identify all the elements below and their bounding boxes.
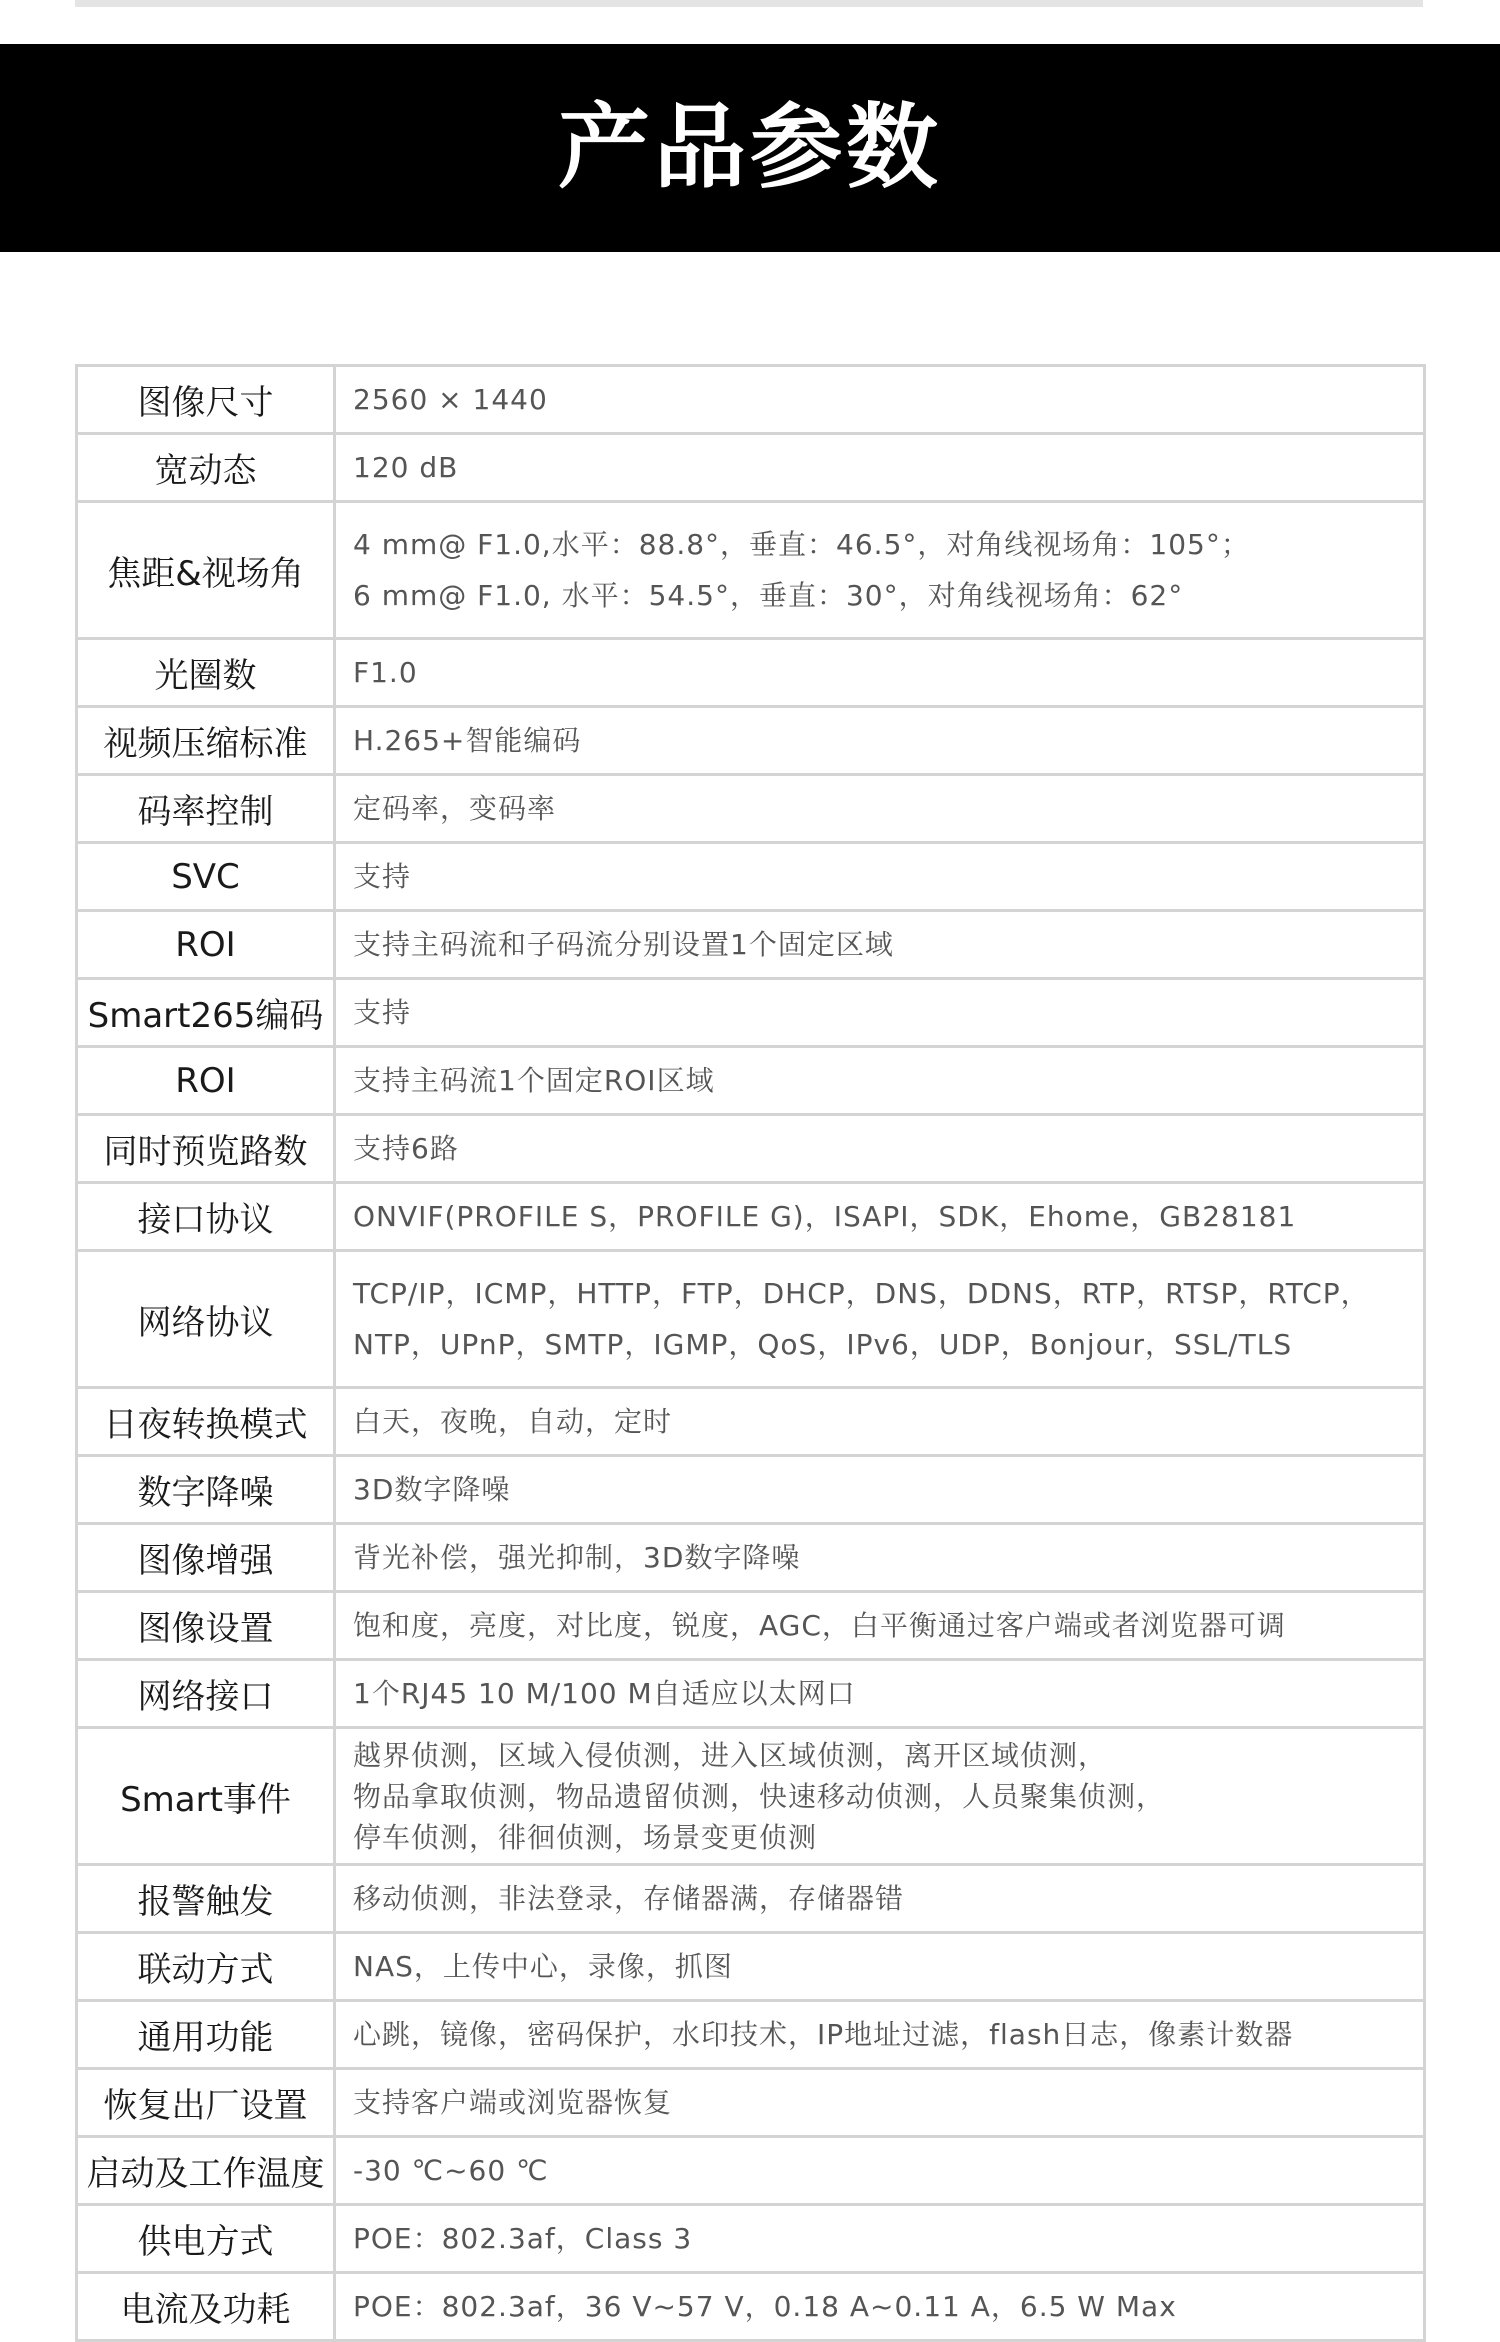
spec-value-line: NAS，上传中心，录像，抓图 — [353, 1950, 733, 1983]
spec-value — [335, 2001, 1425, 2069]
spec-value-line: ONVIF(PROFILE S，PROFILE G)，ISAPI，SDK，Ehome，GB28181 — [353, 1200, 1297, 1233]
spec-value — [335, 911, 1425, 979]
spec-row — [77, 775, 1425, 843]
spec-value-line: NTP，UPnP，SMTP，IGMP，QoS，IPv6，UDP，Bonjour，SSL/TLS — [353, 1328, 1293, 1361]
spec-label: 光圈数 — [77, 639, 335, 707]
spec-row — [77, 911, 1425, 979]
spec-label: 宽动态 — [77, 434, 335, 502]
spec-row — [77, 434, 1425, 502]
spec-value-line: 4 mm@ F1.0,水平：88.8°，垂直：46.5°，对角线视场角：105°； — [353, 528, 1250, 561]
spec-label: 恢复出厂设置 — [77, 2069, 335, 2137]
spec-row — [77, 2273, 1425, 2341]
spec-value-line: 支持客户端或浏览器恢复 — [353, 2086, 673, 2119]
spec-value-line: 支持6路 — [353, 1132, 459, 1165]
spec-table-body — [77, 366, 1425, 2341]
spec-row — [77, 2069, 1425, 2137]
spec-label: 启动及工作温度 — [77, 2137, 335, 2205]
spec-value-line: 6 mm@ F1.0, 水平：54.5°，垂直：30°，对角线视场角：62° — [353, 579, 1184, 612]
spec-value — [335, 1933, 1425, 2001]
spec-value — [335, 2069, 1425, 2137]
spec-value — [335, 1115, 1425, 1183]
spec-value — [335, 1660, 1425, 1728]
spec-value-line: 白天，夜晚，自动，定时 — [353, 1405, 673, 1438]
spec-table — [75, 364, 1426, 2342]
spec-label: 网络协议 — [77, 1251, 335, 1388]
spec-row — [77, 1592, 1425, 1660]
spec-value-line: -30 ℃~60 ℃ — [353, 2154, 549, 2187]
spec-value-line: 支持主码流和子码流分别设置1个固定区域 — [353, 928, 894, 961]
spec-label: 通用功能 — [77, 2001, 335, 2069]
spec-label: 日夜转换模式 — [77, 1388, 335, 1456]
spec-row — [77, 502, 1425, 639]
spec-value — [335, 2137, 1425, 2205]
spec-label: 视频压缩标准 — [77, 707, 335, 775]
spec-row — [77, 1183, 1425, 1251]
spec-row — [77, 2001, 1425, 2069]
spec-value-line: F1.0 — [353, 656, 418, 689]
spec-row — [77, 1660, 1425, 1728]
section-title: 产品参数 — [557, 94, 942, 201]
spec-value — [335, 775, 1425, 843]
spec-value-line: 120 dB — [353, 451, 459, 484]
spec-value-line: POE：802.3af，36 V~57 V，0.18 A~0.11 A，6.5 W Max — [353, 2290, 1177, 2323]
spec-row — [77, 843, 1425, 911]
spec-label: 供电方式 — [77, 2205, 335, 2273]
spec-label: 报警触发 — [77, 1865, 335, 1933]
spec-value-line: 支持 — [353, 996, 412, 1029]
spec-label: SVC — [77, 843, 335, 911]
spec-value — [335, 1388, 1425, 1456]
spec-value-line: 支持 — [353, 860, 412, 893]
spec-value-line: 1个RJ45 10 M/100 M自适应以太网口 — [353, 1677, 856, 1710]
spec-row — [77, 2205, 1425, 2273]
spec-value-line: 背光补偿，强光抑制，3D数字降噪 — [353, 1541, 801, 1574]
spec-row — [77, 639, 1425, 707]
spec-value — [335, 1456, 1425, 1524]
spec-label: 电流及功耗 — [77, 2273, 335, 2341]
spec-value — [335, 979, 1425, 1047]
spec-value — [335, 2273, 1425, 2341]
spec-row — [77, 979, 1425, 1047]
spec-value — [335, 2205, 1425, 2273]
spec-row — [77, 1728, 1425, 1865]
spec-value-line: 越界侦测，区域入侵侦测，进入区域侦测，离开区域侦测， — [353, 1738, 1108, 1772]
spec-value-line: 定码率，变码率 — [353, 792, 557, 825]
spec-row — [77, 1115, 1425, 1183]
spec-value-line: 移动侦测，非法登录，存储器满，存储器错 — [353, 1882, 905, 1915]
spec-value — [335, 366, 1425, 434]
spec-label: 图像尺寸 — [77, 366, 335, 434]
spec-label: 网络接口 — [77, 1660, 335, 1728]
section-header-band — [0, 44, 1500, 252]
spec-value — [335, 1592, 1425, 1660]
spec-label: ROI — [77, 911, 335, 979]
spec-row — [77, 1047, 1425, 1115]
spec-value-line: 2560 × 1440 — [353, 383, 548, 416]
spec-label: 同时预览路数 — [77, 1115, 335, 1183]
spec-value — [335, 1865, 1425, 1933]
spec-row — [77, 707, 1425, 775]
spec-value-line: 物品拿取侦测，物品遗留侦测，快速移动侦测，人员聚集侦测， — [353, 1779, 1166, 1813]
spec-row — [77, 1388, 1425, 1456]
spec-value — [335, 707, 1425, 775]
top-divider-strip — [75, 0, 1423, 7]
spec-label: 联动方式 — [77, 1933, 335, 2001]
spec-value-line: 心跳，镜像，密码保护，水印技术，IP地址过滤，flash日志，像素计数器 — [353, 2018, 1294, 2051]
spec-row — [77, 1933, 1425, 2001]
spec-value — [335, 1047, 1425, 1115]
spec-label: 焦距&视场角 — [77, 502, 335, 639]
spec-row — [77, 2137, 1425, 2205]
spec-value — [335, 639, 1425, 707]
spec-label: Smart265编码 — [77, 979, 335, 1047]
spec-row — [77, 1456, 1425, 1524]
spec-value-line: TCP/IP，ICMP，HTTP，FTP，DHCP，DNS，DDNS，RTP，RTSP，RTCP， — [353, 1277, 1370, 1310]
spec-value — [335, 434, 1425, 502]
spec-row — [77, 366, 1425, 434]
spec-value — [335, 1524, 1425, 1592]
spec-value-line: 3D数字降噪 — [353, 1473, 511, 1506]
spec-label: ROI — [77, 1047, 335, 1115]
spec-value-line: POE：802.3af，Class 3 — [353, 2222, 693, 2255]
spec-row — [77, 1524, 1425, 1592]
spec-row — [77, 1865, 1425, 1933]
spec-label: 图像设置 — [77, 1592, 335, 1660]
spec-value — [335, 1251, 1425, 1388]
spec-value — [335, 843, 1425, 911]
spec-label: Smart事件 — [77, 1728, 335, 1865]
spec-value-line: H.265+智能编码 — [353, 724, 582, 757]
spec-label: 图像增强 — [77, 1524, 335, 1592]
spec-value — [335, 502, 1425, 639]
spec-label: 数字降噪 — [77, 1456, 335, 1524]
spec-value-line: 停车侦测，徘徊侦测，场景变更侦测 — [353, 1820, 818, 1854]
spec-label: 码率控制 — [77, 775, 335, 843]
spec-label: 接口协议 — [77, 1183, 335, 1251]
spec-value-line: 饱和度，亮度，对比度，锐度，AGC，白平衡通过客户端或者浏览器可调 — [353, 1609, 1286, 1642]
spec-value — [335, 1728, 1425, 1865]
spec-value — [335, 1183, 1425, 1251]
spec-row — [77, 1251, 1425, 1388]
spec-value-line: 支持主码流1个固定ROI区域 — [353, 1064, 715, 1097]
